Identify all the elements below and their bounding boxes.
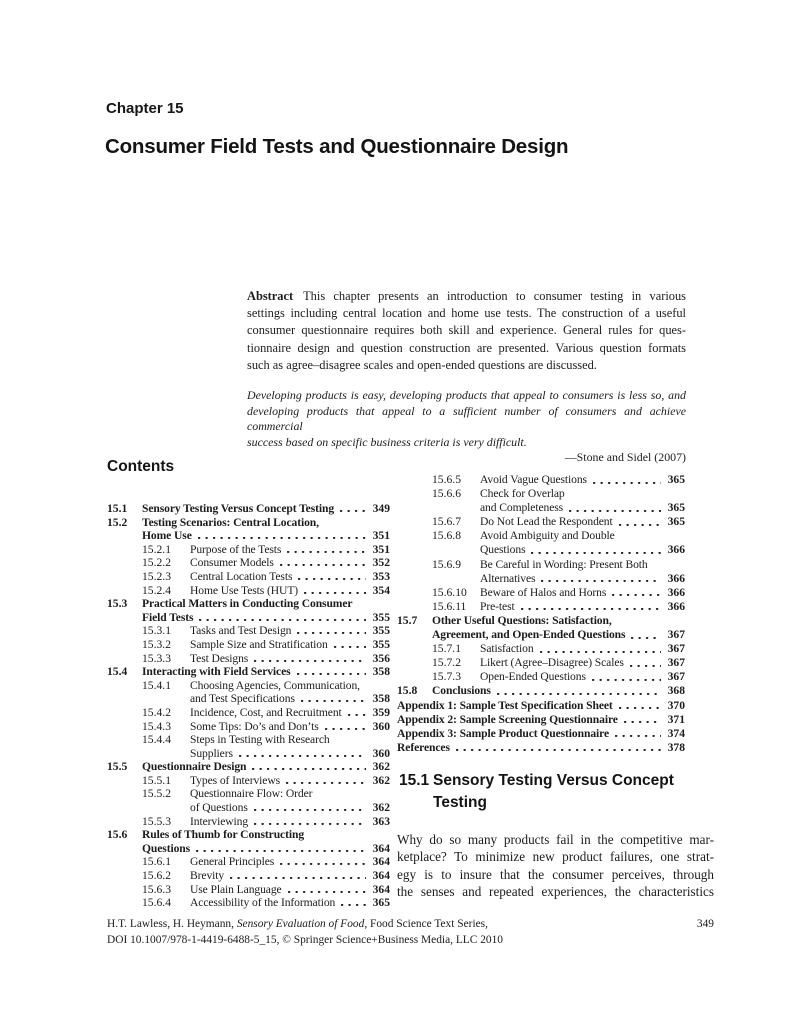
toc-entry-title: Home Use Tests (HUT) [190, 583, 299, 597]
text-line: tionnaire design and question construction are presented. Various question formats [247, 340, 686, 355]
text-line: egy is to insure that the consumer perceives, through [397, 866, 714, 882]
toc-entry-number: 15.5 [107, 760, 128, 774]
page-number: 349 [696, 918, 714, 930]
toc-entry-line [397, 642, 685, 656]
dot-leader [569, 501, 661, 515]
toc-entry-line [397, 515, 685, 529]
toc-entry-line [107, 828, 390, 842]
toc-entry-page: 356 [372, 651, 390, 665]
toc-entry-page: 351 [372, 529, 390, 543]
text-line: the senses and repeated experiences, the characteristics [397, 884, 714, 900]
toc-entry-title: Home Use [142, 529, 192, 543]
toc-entry-title: and Test Specifications [190, 692, 295, 706]
toc-entry-page: 368 [667, 684, 685, 698]
dot-leader [254, 652, 366, 666]
toc-entry-line [107, 760, 390, 774]
toc-entry-line [107, 787, 390, 801]
toc-entry-line [107, 706, 390, 720]
toc-entry-number: 15.7.2 [432, 656, 461, 670]
toc-entry-number: 15.2.1 [142, 542, 171, 556]
dot-leader [340, 502, 366, 516]
toc-entry-page: 378 [667, 740, 685, 754]
dot-leader [301, 692, 366, 706]
dot-leader [630, 656, 661, 670]
dot-leader [348, 706, 366, 720]
toc-entry-line [397, 558, 685, 572]
toc-entry-number: 15.6.9 [432, 557, 461, 571]
toc-entry-title: Types of Interviews [190, 773, 281, 787]
toc-entry-number: 15.4.2 [142, 705, 171, 719]
toc-entry-line [107, 842, 390, 856]
body-paragraph [397, 831, 714, 901]
chapter-title: Consumer Field Tests and Questionnaire Design [105, 135, 569, 158]
toc-entry-line [107, 896, 390, 910]
toc-entry-page: 355 [372, 624, 390, 638]
toc-entry-number: 15.5.1 [142, 773, 171, 787]
toc-entry-page: 374 [667, 726, 685, 740]
dot-leader [531, 543, 661, 557]
toc-entry-number: 15.6.7 [432, 515, 461, 529]
toc-entry-title: Satisfaction [480, 642, 534, 656]
toc-entry-number: 15.6.6 [432, 487, 461, 501]
toc-entry-page: 366 [667, 599, 685, 613]
text-line: such as agree–disagree scales and open-ended questions are discussed. [247, 357, 597, 372]
toc-entry-page: 370 [667, 698, 685, 712]
toc-entry-number: 15.6.3 [142, 882, 171, 896]
dot-leader [456, 741, 661, 755]
toc-entry-page: 367 [667, 642, 685, 656]
toc-entry-line [397, 713, 685, 727]
toc-entry-title: Beware of Halos and Horns [480, 585, 607, 599]
toc-entry-number: 15.7.1 [432, 642, 461, 656]
toc-entry-line [107, 692, 390, 706]
toc-entry-page: 366 [667, 543, 685, 557]
toc-entry-title: Sensory Testing Versus Concept Testing [142, 502, 335, 515]
toc-entry-page: 364 [372, 869, 390, 883]
dot-leader [288, 883, 366, 897]
dot-leader [541, 572, 661, 586]
toc-entry-title: Some Tips: Do’s and Don’ts [190, 719, 319, 733]
toc-entry-number: 15.6.11 [432, 599, 467, 613]
dot-leader [615, 727, 661, 741]
toc-entry-title: Brevity [190, 869, 225, 883]
toc-entry-title: of Questions [190, 801, 248, 815]
dot-leader [297, 665, 366, 679]
chapter-label: Chapter 15 [106, 100, 184, 117]
toc-entry-line [107, 556, 390, 570]
toc-entry-title: Avoid Vague Questions [480, 473, 587, 486]
dot-leader [198, 529, 366, 543]
toc-entry-page: 354 [372, 583, 390, 597]
toc-entry-title: Questions [480, 543, 526, 557]
toc-entry-page: 359 [372, 705, 390, 719]
toc-entry-number: 15.3.1 [142, 624, 171, 638]
epigraph [247, 388, 686, 466]
toc-entry-number: 15.6.8 [432, 529, 461, 543]
dot-leader [619, 699, 661, 713]
toc-entry-line [397, 614, 685, 628]
text-line: success based on specific business criteria is very difficult. [247, 434, 527, 449]
toc-entry-title: Central Location Tests [190, 569, 293, 583]
toc-entry-line [107, 543, 390, 557]
toc-entry-number: 15.6 [107, 828, 128, 842]
toc-entry-line [107, 733, 390, 747]
toc-entry-number: 15.2.2 [142, 556, 171, 570]
toc-entry-title: Pre-test [480, 599, 515, 613]
toc-entry-title: Alternatives [480, 571, 536, 585]
dot-leader [280, 855, 366, 869]
toc-entry-title: Avoid Ambiguity and Double [480, 529, 615, 543]
toc-entry-page: 358 [372, 665, 390, 679]
toc-entry-page: 352 [372, 556, 390, 570]
dot-leader [239, 747, 366, 761]
toc-entry-page: 362 [372, 773, 390, 787]
toc-entry-number: 15.6.4 [142, 896, 171, 910]
toc-entry-number: 15.6.10 [432, 585, 467, 599]
text-line: ketplace? To minimize new product failures, one strat- [397, 849, 714, 865]
dot-leader [254, 801, 366, 815]
toc-entry-page: 364 [372, 841, 390, 855]
dot-leader [252, 760, 366, 774]
dot-leader [540, 642, 661, 656]
toc-entry-number: 15.2.4 [142, 583, 171, 597]
toc-entry-page: 363 [372, 814, 390, 828]
toc-entry-title: Appendix 2: Sample Screening Questionnaire [397, 712, 618, 726]
toc-entry-line [107, 584, 390, 598]
toc-entry-line [397, 656, 685, 670]
toc-entry-line [397, 586, 685, 600]
toc-entry-title: Sample Size and Stratification [190, 637, 328, 651]
footer-citation: H.T. Lawless, H. Heymann, Sensory Evaluation of Food, Food Science Text Series, [107, 918, 488, 930]
toc-entry-title: General Principles [190, 855, 275, 869]
toc-entry-line [397, 501, 685, 515]
dot-leader [297, 624, 366, 638]
toc-entry-number: 15.8 [397, 684, 418, 698]
dot-leader [199, 611, 366, 625]
toc-entry-number: 15.4 [107, 665, 128, 679]
toc-entry-page: 367 [667, 670, 685, 684]
toc-entry-page: 353 [372, 569, 390, 583]
toc-entry-number: 15.1 [107, 502, 128, 515]
toc-entry-line [107, 597, 390, 611]
toc-entry-line [107, 502, 390, 516]
toc-entry-line [397, 572, 685, 586]
toc-entry-line [397, 600, 685, 614]
toc-entry-line [397, 699, 685, 713]
toc-entry-line [107, 638, 390, 652]
toc-entry-title: Accessibility of the Information [190, 896, 336, 910]
contents-heading: Contents [107, 458, 175, 475]
toc-entry-line [397, 684, 685, 698]
toc-entry-line [107, 720, 390, 734]
dot-leader [612, 586, 661, 600]
toc-entry-page: 358 [372, 692, 390, 706]
section-heading [399, 770, 713, 814]
toc-entry-page: 360 [372, 746, 390, 760]
toc-entry-title: Choosing Agencies, Communication, [190, 678, 360, 692]
toc-entry-title: and Completeness [480, 501, 564, 515]
dot-leader [592, 670, 661, 684]
dot-leader [593, 473, 661, 487]
toc-entry-line [107, 611, 390, 625]
dot-leader [196, 842, 366, 856]
dot-leader [521, 600, 661, 614]
toc-entry-number: 15.6.5 [432, 473, 461, 486]
dot-leader [287, 543, 366, 557]
toc-entry-title: Testing Scenarios: Central Location, [142, 515, 319, 529]
toc-entry-line [107, 679, 390, 693]
dot-leader [497, 684, 661, 698]
dot-leader [631, 628, 661, 642]
toc-entry-page: 351 [372, 542, 390, 556]
toc-entry-line [107, 624, 390, 638]
dot-leader [624, 713, 661, 727]
toc-entry-line [397, 727, 685, 741]
toc-entry-number: 15.4.4 [142, 733, 171, 747]
toc-entry-title: Be Careful in Wording: Present Both [480, 557, 648, 571]
toc-right-column [397, 473, 685, 755]
text-line: Abstract This chapter presents an introduction to consumer testing in various [247, 289, 686, 303]
toc-entry-line [107, 747, 390, 761]
toc-entry-number: 15.7 [397, 613, 418, 627]
toc-entry-line [397, 543, 685, 557]
toc-entry-title: Consumer Models [190, 556, 274, 570]
toc-entry-page: 366 [667, 585, 685, 599]
toc-entry-page: 365 [667, 473, 685, 486]
toc-entry-title: Appendix 1: Sample Test Specification Sheet [397, 698, 613, 712]
dot-leader [280, 556, 366, 570]
toc-entry-title: Do Not Lead the Respondent [480, 515, 613, 529]
toc-entry-title: Conclusions [432, 684, 491, 698]
toc-entry-title: Incidence, Cost, and Recruitment [190, 705, 342, 719]
toc-entry-number: 15.3.2 [142, 637, 171, 651]
abstract-label: Abstract [247, 289, 294, 303]
toc-entry-line [107, 570, 390, 584]
toc-entry-line [107, 815, 390, 829]
toc-entry-page: 360 [372, 719, 390, 733]
toc-entry-number: 15.6.1 [142, 855, 171, 869]
epigraph-attribution: —Stone and Sidel (2007) [564, 450, 686, 465]
toc-entry-line [107, 529, 390, 543]
toc-entry-number: 15.4.3 [142, 719, 171, 733]
toc-entry-line [397, 529, 685, 543]
section-number: 15.1 [399, 772, 430, 789]
abstract [247, 288, 686, 374]
toc-entry-line [107, 801, 390, 815]
footer-doi: DOI 10.1007/978-1-4419-6488-5_15, © Springer Science+Business Media, LLC 2010 [107, 933, 503, 946]
toc-entry-page: 371 [667, 712, 685, 726]
toc-entry-title: Open-Ended Questions [480, 670, 586, 684]
section-title: Sensory Testing Versus Concept Testing [433, 772, 674, 811]
toc-entry-line [397, 670, 685, 684]
toc-entry-title: Likert (Agree–Disagree) Scales [480, 656, 624, 670]
toc-entry-page: 365 [667, 515, 685, 529]
toc-entry-number: 15.5.2 [142, 787, 171, 801]
toc-left-column [107, 502, 390, 910]
toc-entry-title: Practical Matters in Conducting Consumer [142, 597, 353, 611]
dot-leader [254, 815, 366, 829]
text-line: settings including central location and home use tests. The construction of a useful [247, 306, 686, 321]
toc-entry-line [107, 855, 390, 869]
toc-entry-page: 366 [667, 571, 685, 585]
toc-entry-number: 15.2 [107, 515, 128, 529]
toc-entry-title: References [397, 740, 450, 754]
dot-leader [341, 896, 366, 910]
toc-entry-page: 365 [667, 501, 685, 515]
toc-entry-line [107, 883, 390, 897]
epigraph-text [247, 388, 686, 450]
toc-entry-page: 367 [667, 656, 685, 670]
toc-entry-title: Test Designs [190, 651, 249, 665]
toc-entry-page: 364 [372, 855, 390, 869]
toc-entry-title: Check for Overlap [480, 487, 565, 501]
toc-entry-line [397, 487, 685, 501]
dot-leader [334, 638, 366, 652]
toc-entry-number: 15.3.3 [142, 651, 171, 665]
dot-leader [304, 584, 366, 598]
dot-leader [298, 570, 366, 584]
toc-entry-title: Other Useful Questions: Satisfaction, [432, 613, 612, 627]
toc-entry-page: 367 [667, 628, 685, 642]
toc-entry-page: 362 [372, 760, 390, 774]
toc-entry-page: 364 [372, 882, 390, 896]
footer [107, 917, 714, 948]
text-line: consumer questionnaire requires both skill and experience. General rules for ques- [247, 323, 686, 338]
toc-entry-title: Suppliers [190, 746, 233, 760]
toc-entry-title: Appendix 3: Sample Product Questionnaire [397, 726, 610, 740]
toc-entry-number: 15.3 [107, 597, 128, 611]
text-line: Why do so many products fail in the competitive mar- [397, 832, 714, 847]
toc-entry-line [397, 473, 685, 487]
toc-entry-line [397, 628, 685, 642]
toc-entry-page: 362 [372, 801, 390, 815]
toc-entry-line [107, 774, 390, 788]
toc-entry-line [107, 869, 390, 883]
toc-entry-number: 15.5.3 [142, 814, 171, 828]
toc-entry-title: Questionnaire Flow: Order [190, 787, 313, 801]
text-line: Developing products is easy, developing products that appeal to consumers is less so, and [247, 388, 686, 402]
toc-entry-number: 15.7.3 [432, 670, 461, 684]
toc-entry-title: Questions [142, 841, 191, 855]
toc-entry-line [397, 741, 685, 755]
toc-entry-title: Purpose of the Tests [190, 542, 282, 556]
dot-leader [230, 869, 366, 883]
toc-entry-line [107, 665, 390, 679]
toc-entry-title: Rules of Thumb for Constructing [142, 828, 305, 842]
toc-entry-title: Steps in Testing with Research [190, 733, 330, 747]
toc-entry-page: 355 [372, 610, 390, 624]
toc-entry-number: 15.2.3 [142, 569, 171, 583]
toc-entry-page: 365 [372, 896, 390, 910]
toc-entry-number: 15.4.1 [142, 678, 171, 692]
toc-entry-title: Field Tests [142, 610, 194, 624]
toc-entry-title: Use Plain Language [190, 882, 282, 896]
toc-entry-title: Interacting with Field Services [142, 665, 291, 679]
dot-leader [325, 720, 366, 734]
toc-entry-title: Agreement, and Open-Ended Questions [432, 628, 626, 642]
toc-entry-number: 15.6.2 [142, 869, 171, 883]
dot-leader [286, 774, 366, 788]
toc-entry-page: 349 [372, 502, 390, 515]
toc-entry-line [107, 516, 390, 530]
toc-entry-page: 355 [372, 637, 390, 651]
toc-entry-title: Questionnaire Design [142, 760, 247, 774]
toc-entry-title: Interviewing [190, 814, 249, 828]
toc-entry-line [107, 652, 390, 666]
text-line: developing products that appeal to a sufficient number of consumers and achieve commercial [247, 403, 686, 434]
dot-leader [619, 515, 661, 529]
toc-entry-title: Tasks and Test Design [190, 624, 292, 638]
